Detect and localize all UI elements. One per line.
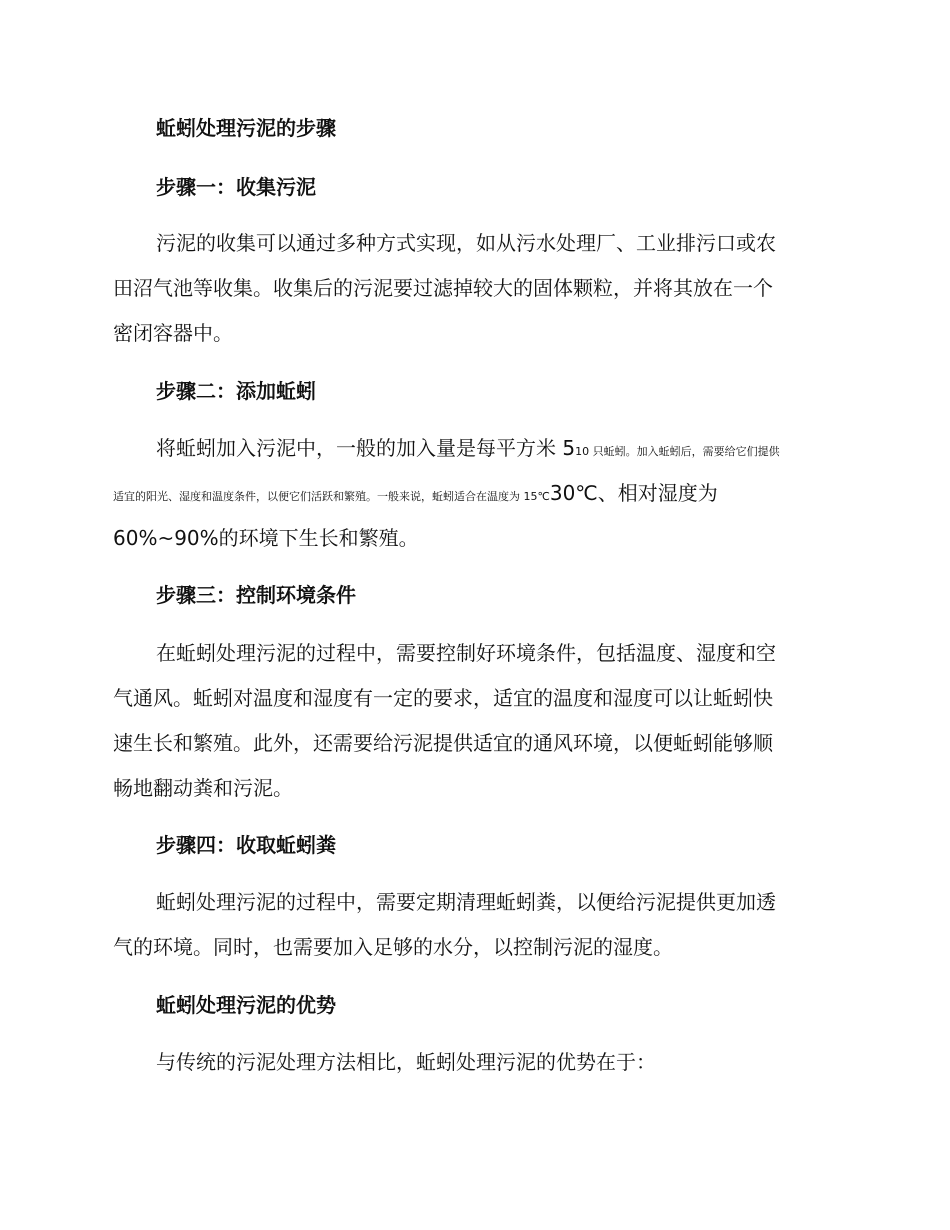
step4-line-1: 蚯蚓处理污泥的过程中，需要定期清理蚯蚓粪，以便给污泥提供更加透 (156, 890, 776, 914)
step1-line-3: 密闭容器中。 (113, 321, 233, 345)
step2-line-2-small: 适宜的阳光、湿度和温度条件，以便它们活跃和繁殖。一般来说，蚯蚓适合在温度为 15℃ (113, 490, 550, 503)
advantages-intro: 与传统的污泥处理方法相比，蚯蚓处理污泥的优势在于： (156, 1050, 656, 1074)
step2-title: 步骤二：添加蚯蚓 (156, 379, 316, 403)
step3-line-2: 气通风。蚯蚓对温度和湿度有一定的要求，适宜的温度和湿度可以让蚯蚓快 (113, 686, 773, 710)
section-heading-steps: 蚯蚓处理污泥的步骤 (156, 116, 336, 140)
step3-line-4: 畅地翻动粪和污泥。 (113, 776, 293, 800)
step2-line-1-small: 10 只蚯蚓。加入蚯蚓后，需要给它们提供 (575, 445, 780, 458)
step1-line-2: 田沼气池等收集。收集后的污泥要过滤掉较大的固体颗粒，并将其放在一个 (113, 276, 773, 300)
step3-title: 步骤三：控制环境条件 (156, 583, 356, 607)
step2-line-2-main: 30℃、相对湿度为 (549, 481, 718, 505)
step3-line-3: 速生长和繁殖。此外，还需要给污泥提供适宜的通风环境，以便蚯蚓能够顺 (113, 731, 773, 755)
step4-line-2: 气的环境。同时，也需要加入足够的水分，以控制污泥的湿度。 (113, 935, 673, 959)
step2-line-1 (156, 435, 780, 465)
step2-line-3: 60%~90%的环境下生长和繁殖。 (113, 526, 419, 550)
step4-title: 步骤四：收取蚯蚓粪 (156, 833, 336, 857)
section-heading-advantages: 蚯蚓处理污泥的优势 (156, 993, 336, 1017)
step3-line-1: 在蚯蚓处理污泥的过程中，需要控制好环境条件，包括温度、湿度和空 (156, 641, 776, 665)
step1-title: 步骤一：收集污泥 (156, 175, 316, 199)
step2-line-1-main: 将蚯蚓加入污泥中，一般的加入量是每平方米 5 (156, 436, 576, 460)
step1-line-1: 污泥的收集可以通过多种方式实现，如从污水处理厂、工业排污口或农 (156, 231, 776, 255)
step2-line-2 (113, 480, 718, 510)
